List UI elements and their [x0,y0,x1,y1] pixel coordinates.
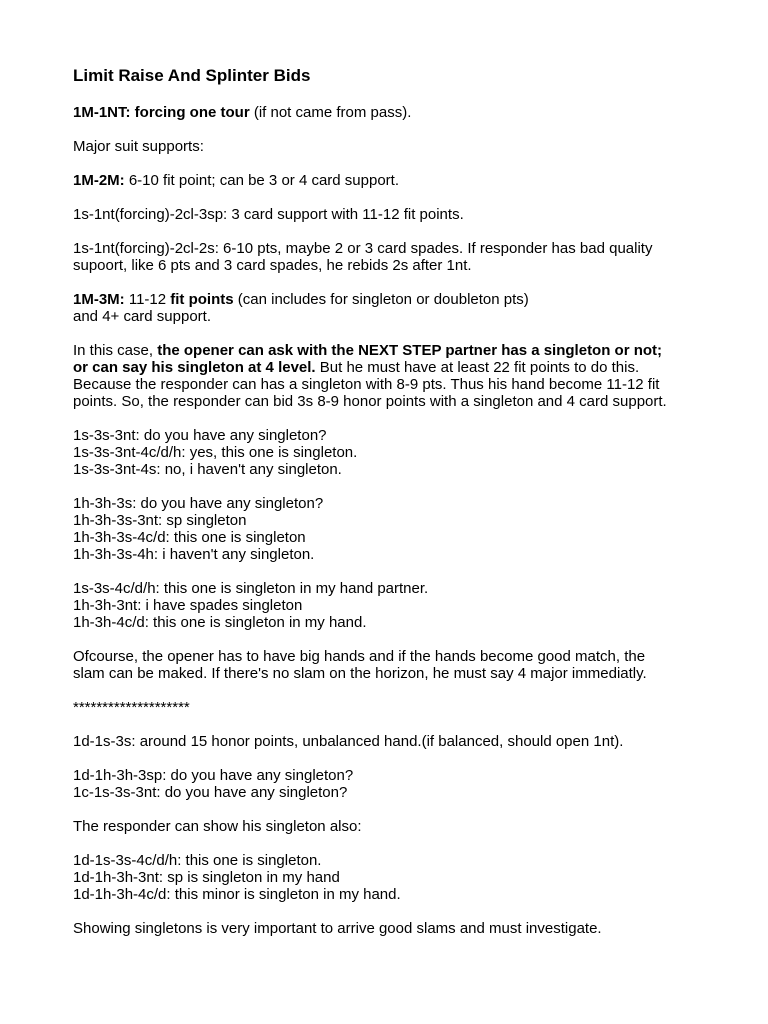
text-line [73,257,713,274]
text-run: 1d-1h-3h-3nt: sp is singleton in my hand [73,869,340,886]
paragraph [73,818,713,835]
text-line [73,138,713,155]
text-run: 6-10 fit point; can be 3 or 4 card support. [124,172,400,189]
paragraph [73,733,713,750]
text-line [73,648,713,665]
text-run: The responder can show his singleton also: [73,818,362,835]
text-run: 1d-1s-3s-4c/d/h: this one is singleton. [73,852,322,869]
text-run: slam can be maked. If there's no slam on the horizon, he must say 4 major immediatly. [73,665,647,682]
text-line [73,665,713,682]
paragraph [73,291,713,325]
text-line [73,291,713,308]
text-run: 1d-1h-3h-4c/d: this minor is singleton in my hand. [73,886,401,903]
text-line [73,699,713,716]
text-run: 11-12 [124,291,171,308]
paragraph [73,104,713,121]
text-run: (if not came from pass). [249,104,412,121]
text-line [73,597,713,614]
document-page [73,66,713,954]
bold-text: fit points [170,291,234,308]
text-run: 1h-3h-4c/d: this one is singleton in my hand. [73,614,367,631]
text-line [73,733,713,750]
text-line [73,852,713,869]
text-run: 1s-3s-3nt: do you have any singleton? [73,427,327,444]
document-body [73,104,713,937]
text-line [73,614,713,631]
text-line [73,920,713,937]
text-line [73,342,713,359]
text-run: 1s-1nt(forcing)-2cl-2s: 6-10 pts, maybe 2 or 3 card spades. If responder has bad quality [73,240,653,257]
text-run: 1h-3h-3s-3nt: sp singleton [73,512,247,529]
text-line [73,240,713,257]
text-line [73,767,713,784]
text-line [73,869,713,886]
text-line [73,359,713,376]
text-line [73,172,713,189]
text-run: 1c-1s-3s-3nt: do you have any singleton? [73,784,348,801]
paragraph [73,852,713,903]
text-run: Because the responder can has a singleton with 8-9 pts. Thus his hand become 11-12 fit [73,376,660,393]
paragraph [73,240,713,274]
text-line [73,512,713,529]
text-run: 1h-3h-3s-4c/d: this one is singleton [73,529,306,546]
text-run: Ofcourse, the opener has to have big hands and if the hands become good match, the [73,648,646,665]
text-line [73,784,713,801]
text-line [73,427,713,444]
text-line [73,529,713,546]
paragraph [73,699,713,716]
text-run: 1s-3s-3nt-4c/d/h: yes, this one is singleton. [73,444,358,461]
text-run: 1d-1h-3h-3sp: do you have any singleton? [73,767,354,784]
text-run: ******************** [73,699,190,716]
text-line [73,461,713,478]
text-run: 1s-1nt(forcing)-2cl-3sp: 3 card support with 11-12 fit points. [73,206,464,223]
bold-text: the opener can ask with the NEXT STEP partner has a singleton or not; [157,342,663,359]
paragraph [73,172,713,189]
paragraph [73,342,713,410]
bold-text: 1M-3M: [73,291,125,308]
bold-text: 1M-1NT: forcing one tour [73,104,250,121]
text-run: In this case, [73,342,158,359]
text-run: 1s-3s-3nt-4s: no, i haven't any singleton. [73,461,342,478]
text-line [73,376,713,393]
text-run: supoort, like 6 pts and 3 card spades, he rebids 2s after 1nt. [73,257,472,274]
paragraph [73,138,713,155]
text-run: and 4+ card support. [73,308,212,325]
text-run: 1d-1s-3s: around 15 honor points, unbalanced hand.(if balanced, should open 1nt). [73,733,624,750]
text-run: 1s-3s-4c/d/h: this one is singleton in my hand partner. [73,580,429,597]
document-title: Limit Raise And Splinter Bids [73,66,311,85]
text-line [73,206,713,223]
text-line [73,444,713,461]
text-line [73,818,713,835]
text-run: (can includes for singleton or doubleton pts) [233,291,529,308]
text-run: 1h-3h-3s: do you have any singleton? [73,495,324,512]
text-line [73,308,713,325]
text-run: points. So, the responder can bid 3s 8-9 honor points with a singleton and 4 card support. [73,393,667,410]
text-line [73,886,713,903]
paragraph [73,648,713,682]
text-line [73,393,713,410]
text-run: 1h-3h-3s-4h: i haven't any singleton. [73,546,315,563]
paragraph [73,495,713,563]
bold-text: 1M-2M: [73,172,125,189]
bold-text: or can say his singleton at 4 level. [73,359,316,376]
text-line [73,546,713,563]
text-line [73,104,713,121]
paragraph [73,427,713,478]
paragraph [73,206,713,223]
text-run: Showing singletons is very important to arrive good slams and must investigate. [73,920,602,937]
paragraph [73,767,713,801]
text-run: But he must have at least 22 fit points to do this. [315,359,640,376]
paragraph [73,580,713,631]
text-run: 1h-3h-3nt: i have spades singleton [73,597,303,614]
paragraph [73,920,713,937]
text-line [73,580,713,597]
text-run: Major suit supports: [73,138,204,155]
text-line [73,495,713,512]
